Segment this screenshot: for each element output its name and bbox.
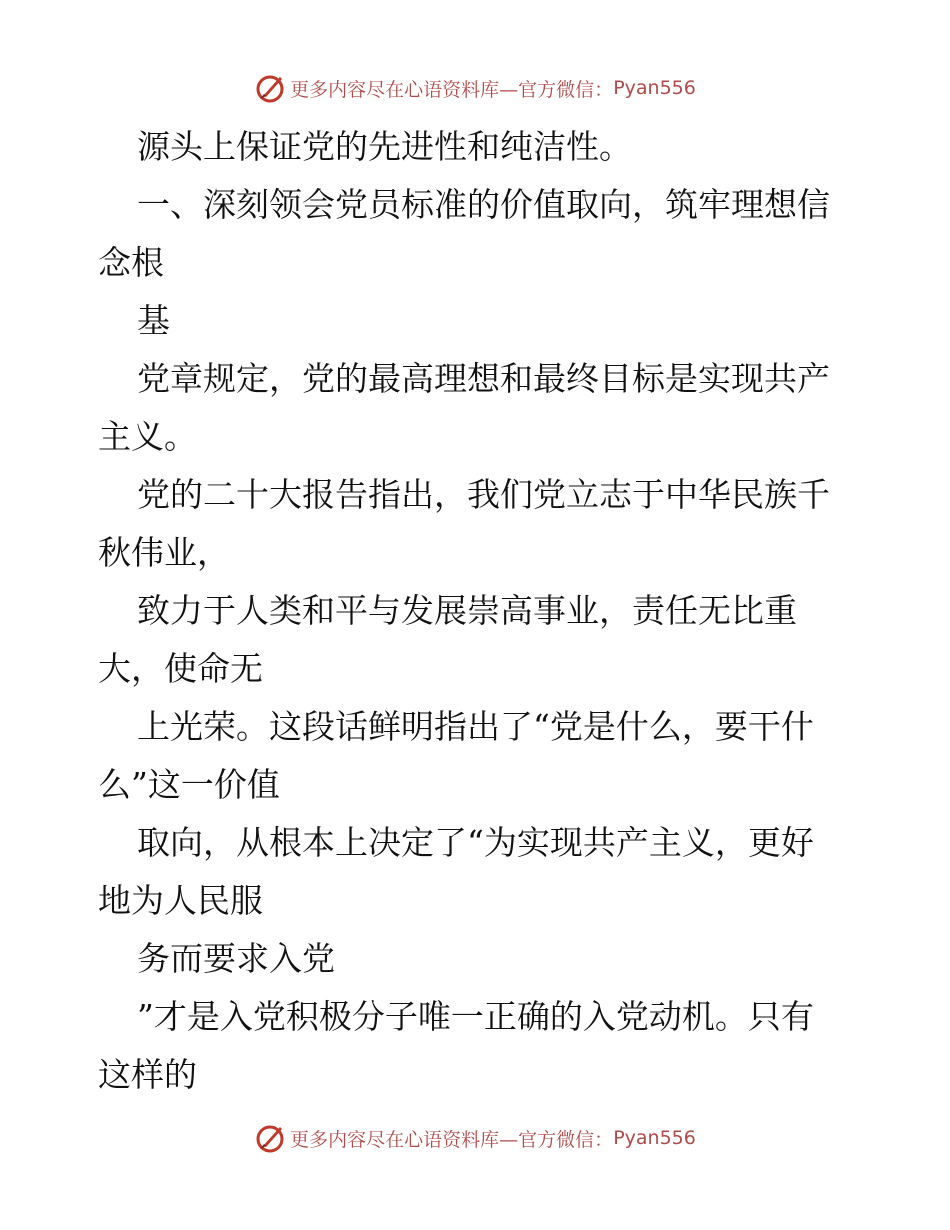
body-line: 党章规定，党的最高理想和最终目标是实现共产 <box>137 359 830 398</box>
body-line: 么”这一价值 <box>98 765 280 804</box>
body-line: 主义。 <box>98 417 197 456</box>
footer-banner <box>0 1122 950 1154</box>
banner-text-wechat-label: —官方微信： <box>499 78 614 101</box>
body-line: 一、深刻领会党员标准的价值取向，筑牢理想信 <box>137 185 830 224</box>
body-line: 秋伟业， <box>98 533 230 572</box>
body-line: 念根 <box>98 243 164 282</box>
header-banner <box>0 72 950 104</box>
banner-text: 更多内容尽在心语资料库 <box>290 1128 500 1151</box>
banner-text: 更多内容尽在心语资料库 <box>290 78 500 101</box>
body-line: ”才是入党积极分子唯一正确的入党动机。只有 <box>137 997 814 1036</box>
body-line: 党的二十大报告指出，我们党立志于中华民族千 <box>137 475 830 514</box>
banner-wechat-id: Pyan556 <box>613 77 696 99</box>
body-line: 致力于人类和平与发展崇高事业，责任无比重 <box>137 591 797 630</box>
body-line: 地为人民服 <box>98 881 263 920</box>
body-line: 大，使命无 <box>98 649 263 688</box>
body-line: 源头上保证党的先进性和纯洁性。 <box>137 127 632 166</box>
banner-text-wechat-label: —官方微信： <box>499 1128 614 1151</box>
body-line: 上光荣。这段话鲜明指出了“党是什么，要干什 <box>137 707 814 746</box>
body-line: 这样的 <box>98 1055 197 1094</box>
quill-logo-icon <box>254 1122 286 1154</box>
body-line: 取向，从根本上决定了“为实现共产主义，更好 <box>137 823 814 862</box>
document-body <box>98 118 858 1104</box>
body-line: 基 <box>137 301 170 340</box>
quill-logo-icon <box>254 72 286 104</box>
banner-wechat-id: Pyan556 <box>613 1127 696 1149</box>
body-line: 务而要求入党 <box>137 939 335 978</box>
